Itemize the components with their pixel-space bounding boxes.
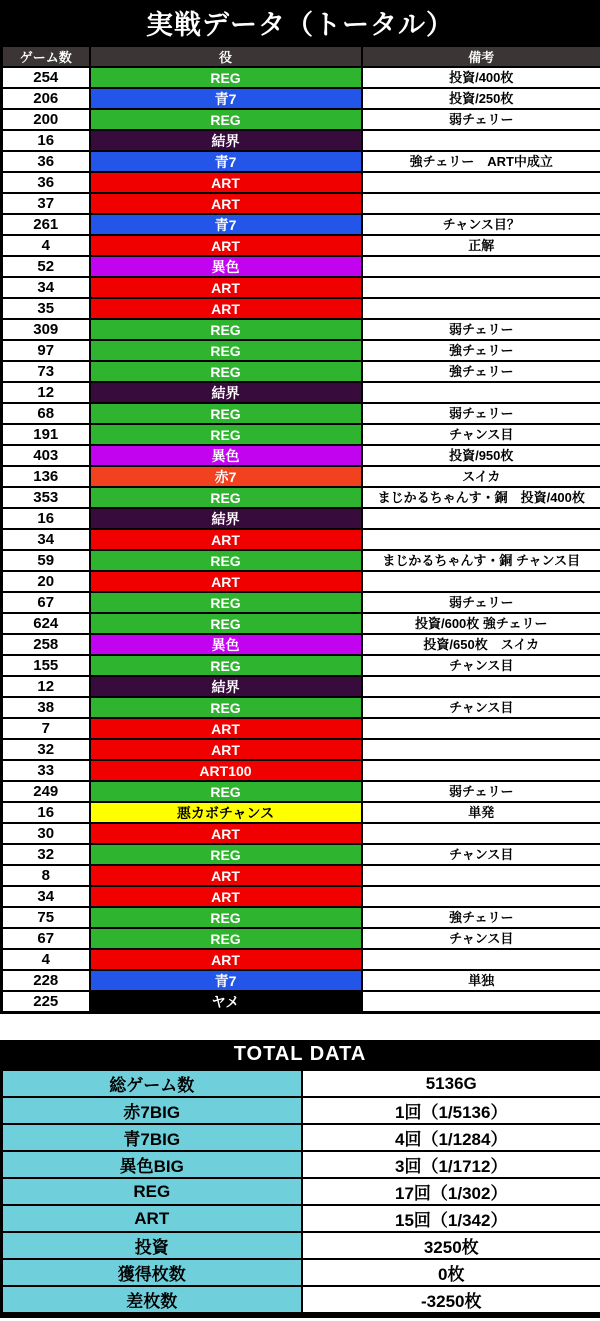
total-label: 異色BIG bbox=[2, 1151, 302, 1178]
games-cell: 191 bbox=[2, 424, 90, 445]
games-cell: 254 bbox=[2, 67, 90, 88]
table-row bbox=[2, 592, 600, 613]
games-cell: 16 bbox=[2, 802, 90, 823]
role-cell: ART bbox=[90, 823, 362, 844]
note-cell bbox=[362, 571, 600, 592]
games-cell: 30 bbox=[2, 823, 90, 844]
note-cell: 弱チェリー bbox=[362, 109, 600, 130]
total-row bbox=[2, 1232, 600, 1259]
games-cell: 353 bbox=[2, 487, 90, 508]
table-row bbox=[2, 697, 600, 718]
total-label: 差枚数 bbox=[2, 1286, 302, 1315]
note-cell bbox=[362, 277, 600, 298]
role-cell: REG bbox=[90, 424, 362, 445]
note-cell bbox=[362, 760, 600, 781]
role-cell: ART bbox=[90, 865, 362, 886]
total-value: 1回（1/5136） bbox=[302, 1097, 600, 1124]
role-cell: 異色 bbox=[90, 445, 362, 466]
table-row bbox=[2, 109, 600, 130]
role-cell: 結界 bbox=[90, 508, 362, 529]
games-cell: 4 bbox=[2, 949, 90, 970]
note-cell: 強チェリー bbox=[362, 907, 600, 928]
games-cell: 37 bbox=[2, 193, 90, 214]
note-cell: 弱チェリー bbox=[362, 781, 600, 802]
note-cell bbox=[362, 865, 600, 886]
total-value: 3250枚 bbox=[302, 1232, 600, 1259]
role-cell: REG bbox=[90, 550, 362, 571]
results-body bbox=[2, 67, 600, 1013]
table-row bbox=[2, 277, 600, 298]
note-cell: チャンス目 bbox=[362, 697, 600, 718]
games-cell: 97 bbox=[2, 340, 90, 361]
total-row bbox=[2, 1097, 600, 1124]
note-cell: 強チェリー bbox=[362, 340, 600, 361]
table-row bbox=[2, 949, 600, 970]
total-label: 獲得枚数 bbox=[2, 1259, 302, 1286]
role-cell: ART bbox=[90, 739, 362, 760]
role-cell: 青7 bbox=[90, 151, 362, 172]
note-cell: 単独 bbox=[362, 970, 600, 991]
note-cell bbox=[362, 529, 600, 550]
games-cell: 403 bbox=[2, 445, 90, 466]
role-cell: 青7 bbox=[90, 88, 362, 109]
note-cell: 投資/400枚 bbox=[362, 67, 600, 88]
table-row bbox=[2, 382, 600, 403]
games-cell: 68 bbox=[2, 403, 90, 424]
total-value: 15回（1/342） bbox=[302, 1205, 600, 1232]
games-cell: 73 bbox=[2, 361, 90, 382]
note-cell: まじかるちゃんす・銅 投資/400枚 bbox=[362, 487, 600, 508]
games-cell: 16 bbox=[2, 130, 90, 151]
table-row bbox=[2, 907, 600, 928]
table-row bbox=[2, 403, 600, 424]
games-cell: 16 bbox=[2, 508, 90, 529]
games-cell: 52 bbox=[2, 256, 90, 277]
total-value: 5136G bbox=[302, 1070, 600, 1098]
note-cell: 弱チェリー bbox=[362, 403, 600, 424]
note-cell: 投資/950枚 bbox=[362, 445, 600, 466]
total-label: 青7BIG bbox=[2, 1124, 302, 1151]
note-cell bbox=[362, 298, 600, 319]
games-cell: 206 bbox=[2, 88, 90, 109]
role-cell: ART bbox=[90, 529, 362, 550]
table-row bbox=[2, 781, 600, 802]
note-cell bbox=[362, 991, 600, 1013]
table-row bbox=[2, 928, 600, 949]
role-cell: 青7 bbox=[90, 214, 362, 235]
games-cell: 624 bbox=[2, 613, 90, 634]
table-row bbox=[2, 655, 600, 676]
note-cell: チャンス目 bbox=[362, 424, 600, 445]
role-cell: ART100 bbox=[90, 760, 362, 781]
role-cell: ART bbox=[90, 298, 362, 319]
note-cell: 単発 bbox=[362, 802, 600, 823]
games-cell: 12 bbox=[2, 382, 90, 403]
total-label: 投資 bbox=[2, 1232, 302, 1259]
table-row bbox=[2, 739, 600, 760]
section-gap bbox=[0, 1014, 600, 1040]
games-cell: 32 bbox=[2, 844, 90, 865]
table-row bbox=[2, 571, 600, 592]
note-cell: チャンス目 bbox=[362, 844, 600, 865]
role-cell: 異色 bbox=[90, 634, 362, 655]
games-cell: 7 bbox=[2, 718, 90, 739]
column-header-games: ゲーム数 bbox=[2, 46, 90, 68]
note-cell: 正解 bbox=[362, 235, 600, 256]
games-cell: 4 bbox=[2, 235, 90, 256]
note-cell bbox=[362, 256, 600, 277]
total-data-table bbox=[0, 1068, 600, 1318]
role-cell: 異色 bbox=[90, 256, 362, 277]
note-cell bbox=[362, 172, 600, 193]
note-cell bbox=[362, 676, 600, 697]
table-row bbox=[2, 508, 600, 529]
total-value: 0枚 bbox=[302, 1259, 600, 1286]
games-cell: 12 bbox=[2, 676, 90, 697]
games-cell: 261 bbox=[2, 214, 90, 235]
games-cell: 59 bbox=[2, 550, 90, 571]
note-cell: 弱チェリー bbox=[362, 592, 600, 613]
games-cell: 34 bbox=[2, 886, 90, 907]
games-cell: 309 bbox=[2, 319, 90, 340]
note-cell bbox=[362, 739, 600, 760]
note-cell: 投資/650枚 スイカ bbox=[362, 634, 600, 655]
role-cell: REG bbox=[90, 592, 362, 613]
results-header-row bbox=[2, 46, 600, 68]
table-row bbox=[2, 214, 600, 235]
role-cell: REG bbox=[90, 403, 362, 424]
note-cell: 投資/600枚 強チェリー bbox=[362, 613, 600, 634]
role-cell: 結界 bbox=[90, 382, 362, 403]
column-header-role: 役 bbox=[90, 46, 362, 68]
games-cell: 75 bbox=[2, 907, 90, 928]
role-cell: REG bbox=[90, 340, 362, 361]
games-cell: 67 bbox=[2, 928, 90, 949]
column-header-note: 備考 bbox=[362, 46, 600, 68]
total-row bbox=[2, 1205, 600, 1232]
table-row bbox=[2, 67, 600, 88]
note-cell: 投資/250枚 bbox=[362, 88, 600, 109]
games-cell: 155 bbox=[2, 655, 90, 676]
role-cell: ART bbox=[90, 949, 362, 970]
role-cell: ART bbox=[90, 235, 362, 256]
note-cell bbox=[362, 382, 600, 403]
note-cell bbox=[362, 193, 600, 214]
total-label: REG bbox=[2, 1178, 302, 1205]
total-value: 4回（1/1284） bbox=[302, 1124, 600, 1151]
games-cell: 32 bbox=[2, 739, 90, 760]
table-row bbox=[2, 235, 600, 256]
games-cell: 36 bbox=[2, 172, 90, 193]
games-cell: 33 bbox=[2, 760, 90, 781]
total-row bbox=[2, 1124, 600, 1151]
games-cell: 35 bbox=[2, 298, 90, 319]
note-cell bbox=[362, 823, 600, 844]
total-row bbox=[2, 1151, 600, 1178]
role-cell: REG bbox=[90, 655, 362, 676]
games-cell: 34 bbox=[2, 277, 90, 298]
total-label: ART bbox=[2, 1205, 302, 1232]
games-cell: 67 bbox=[2, 592, 90, 613]
table-row bbox=[2, 886, 600, 907]
note-cell bbox=[362, 949, 600, 970]
note-cell: まじかるちゃんす・銅 チャンス目 bbox=[362, 550, 600, 571]
note-cell bbox=[362, 718, 600, 739]
table-row bbox=[2, 466, 600, 487]
role-cell: REG bbox=[90, 487, 362, 508]
table-row bbox=[2, 298, 600, 319]
table-row bbox=[2, 991, 600, 1013]
role-cell: REG bbox=[90, 697, 362, 718]
games-cell: 38 bbox=[2, 697, 90, 718]
total-row bbox=[2, 1070, 600, 1098]
games-cell: 228 bbox=[2, 970, 90, 991]
table-row bbox=[2, 445, 600, 466]
table-row bbox=[2, 718, 600, 739]
role-cell: REG bbox=[90, 844, 362, 865]
role-cell: 結界 bbox=[90, 130, 362, 151]
role-cell: ART bbox=[90, 193, 362, 214]
table-row bbox=[2, 172, 600, 193]
total-value: 17回（1/302） bbox=[302, 1178, 600, 1205]
table-row bbox=[2, 844, 600, 865]
table-row bbox=[2, 529, 600, 550]
total-data-title: TOTAL DATA bbox=[0, 1040, 600, 1068]
total-row bbox=[2, 1286, 600, 1315]
games-cell: 36 bbox=[2, 151, 90, 172]
table-row bbox=[2, 340, 600, 361]
role-cell: REG bbox=[90, 907, 362, 928]
note-cell: チャンス目？ bbox=[362, 214, 600, 235]
table-row bbox=[2, 151, 600, 172]
table-row bbox=[2, 676, 600, 697]
total-row bbox=[2, 1178, 600, 1205]
total-value: 3回（1/1712） bbox=[302, 1151, 600, 1178]
table-row bbox=[2, 424, 600, 445]
total-label: 総ゲーム数 bbox=[2, 1070, 302, 1098]
note-cell bbox=[362, 886, 600, 907]
page-title: 実戦データ（トータル） bbox=[0, 0, 600, 44]
games-cell: 249 bbox=[2, 781, 90, 802]
games-cell: 200 bbox=[2, 109, 90, 130]
total-value: -3250枚 bbox=[302, 1286, 600, 1315]
note-cell: 強チェリー bbox=[362, 361, 600, 382]
note-cell bbox=[362, 508, 600, 529]
total-data-body bbox=[2, 1070, 600, 1316]
role-cell: ヤメ bbox=[90, 991, 362, 1013]
role-cell: REG bbox=[90, 361, 362, 382]
note-cell: 弱チェリー bbox=[362, 319, 600, 340]
note-cell: 強チェリー ART中成立 bbox=[362, 151, 600, 172]
role-cell: REG bbox=[90, 67, 362, 88]
games-cell: 225 bbox=[2, 991, 90, 1013]
games-cell: 258 bbox=[2, 634, 90, 655]
role-cell: REG bbox=[90, 319, 362, 340]
table-row bbox=[2, 256, 600, 277]
table-row bbox=[2, 613, 600, 634]
table-row bbox=[2, 193, 600, 214]
table-row bbox=[2, 88, 600, 109]
role-cell: REG bbox=[90, 928, 362, 949]
table-row bbox=[2, 865, 600, 886]
role-cell: ART bbox=[90, 886, 362, 907]
role-cell: 悪カボチャンス bbox=[90, 802, 362, 823]
note-cell: スイカ bbox=[362, 466, 600, 487]
table-row bbox=[2, 802, 600, 823]
role-cell: REG bbox=[90, 109, 362, 130]
role-cell: 青7 bbox=[90, 970, 362, 991]
role-cell: REG bbox=[90, 613, 362, 634]
role-cell: REG bbox=[90, 781, 362, 802]
table-row bbox=[2, 760, 600, 781]
note-cell: チャンス目 bbox=[362, 928, 600, 949]
role-cell: ART bbox=[90, 277, 362, 298]
total-row bbox=[2, 1259, 600, 1286]
results-table bbox=[0, 44, 600, 1014]
table-row bbox=[2, 550, 600, 571]
role-cell: ART bbox=[90, 172, 362, 193]
role-cell: ART bbox=[90, 718, 362, 739]
table-row bbox=[2, 130, 600, 151]
role-cell: ART bbox=[90, 571, 362, 592]
games-cell: 20 bbox=[2, 571, 90, 592]
table-row bbox=[2, 634, 600, 655]
note-cell: チャンス目 bbox=[362, 655, 600, 676]
table-row bbox=[2, 319, 600, 340]
table-row bbox=[2, 487, 600, 508]
role-cell: 結界 bbox=[90, 676, 362, 697]
games-cell: 136 bbox=[2, 466, 90, 487]
games-cell: 8 bbox=[2, 865, 90, 886]
total-label: 赤7BIG bbox=[2, 1097, 302, 1124]
table-row bbox=[2, 823, 600, 844]
games-cell: 34 bbox=[2, 529, 90, 550]
note-cell bbox=[362, 130, 600, 151]
role-cell: 赤7 bbox=[90, 466, 362, 487]
table-row bbox=[2, 970, 600, 991]
table-row bbox=[2, 361, 600, 382]
